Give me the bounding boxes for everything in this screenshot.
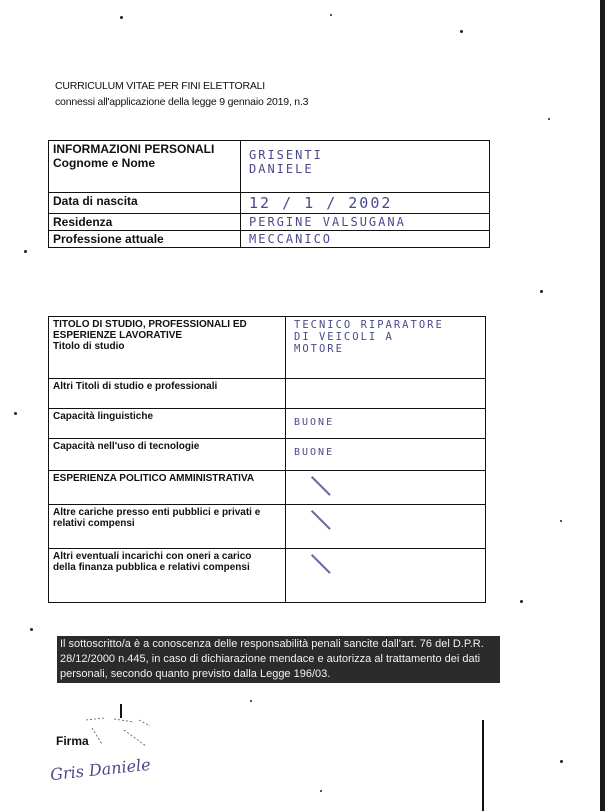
speck bbox=[330, 14, 332, 16]
tech-value: BUONE bbox=[286, 439, 486, 471]
name-label: Cognome e Nome bbox=[53, 156, 156, 170]
birth-date-value: 12 / 1 / 2002 bbox=[241, 193, 490, 214]
header-title: CURRICULUM VITAE PER FINI ELETTORALI bbox=[55, 80, 266, 92]
speck bbox=[560, 520, 562, 522]
header-subtitle: connessi all'applicazione della legge 9 gennaio 2019, n.3 bbox=[55, 96, 309, 108]
personal-info-table bbox=[48, 140, 490, 248]
declaration-text: Il sottoscritto/a è a conoscenza delle responsabilità penali sancite dall'art. 76 del D.P.R. 28/12/2000 n.445, in caso di dichiarazione mendace e autorizza al trattamento dei dati personali, secondo quanto previsto dalla Legge 196/03. bbox=[57, 636, 500, 683]
birth-date-label: Data di nascita bbox=[49, 193, 241, 214]
scan-noise-mark bbox=[84, 716, 154, 750]
speck bbox=[548, 118, 550, 120]
speck bbox=[30, 628, 33, 631]
other-titles-value bbox=[286, 379, 486, 409]
other-assignments-value bbox=[286, 549, 486, 603]
name-value: DANIELE bbox=[249, 162, 314, 176]
tick-mark bbox=[120, 704, 122, 718]
speck bbox=[520, 600, 523, 603]
other-roles-label-2: relativi compensi bbox=[53, 518, 135, 529]
personal-info-title: INFORMAZIONI PERSONALI bbox=[53, 142, 215, 156]
profession-value: MECCANICO bbox=[241, 231, 490, 248]
scan-border bbox=[600, 0, 605, 811]
political-label: ESPERIENZA POLITICO AMMINISTRATIVA bbox=[49, 471, 286, 505]
studies-table bbox=[48, 316, 486, 603]
empty-slash-mark bbox=[311, 510, 330, 529]
name-value-cell bbox=[241, 141, 490, 193]
surname-value: GRISENTI bbox=[249, 148, 323, 162]
empty-slash-mark bbox=[311, 554, 330, 573]
empty-slash-mark bbox=[311, 476, 330, 495]
degree-line-1: TECNICO RIPARATORE bbox=[294, 319, 444, 331]
handwritten-signature: Gris Daniele bbox=[49, 754, 152, 785]
other-roles-cell bbox=[49, 505, 286, 549]
signature-label: Firma bbox=[56, 734, 89, 748]
studies-subtitle: ESPERIENZE LAVORATIVE bbox=[53, 330, 183, 341]
languages-label: Capacità linguistiche bbox=[49, 409, 286, 439]
degree-line-3: MOTORE bbox=[294, 343, 344, 355]
tech-label: Capacità nell'uso di tecnologie bbox=[49, 439, 286, 471]
other-roles-value bbox=[286, 505, 486, 549]
residence-label: Residenza bbox=[49, 214, 241, 231]
degree-label: Titolo di studio bbox=[53, 341, 125, 352]
speck bbox=[14, 412, 17, 415]
studies-header-cell bbox=[49, 317, 286, 379]
degree-value-cell bbox=[286, 317, 486, 379]
speck bbox=[460, 30, 463, 33]
speck bbox=[120, 16, 123, 19]
other-roles-label-1: Altre cariche presso enti pubblici e privati e bbox=[53, 507, 261, 518]
speck bbox=[560, 760, 563, 763]
residence-value: PERGINE VALSUGANA bbox=[241, 214, 490, 231]
other-assignments-label-2: della finanza pubblica e relativi compensi bbox=[53, 562, 250, 573]
other-titles-label: Altri Titoli di studio e professionali bbox=[49, 379, 286, 409]
other-assignments-cell bbox=[49, 549, 286, 603]
speck bbox=[540, 290, 543, 293]
languages-value: BUONE bbox=[286, 409, 486, 439]
profession-label: Professione attuale bbox=[49, 231, 241, 248]
speck bbox=[24, 250, 27, 253]
studies-title: TITOLO DI STUDIO, PROFESSIONALI ED bbox=[53, 319, 247, 330]
degree-line-2: DI VEICOLI A bbox=[294, 331, 394, 343]
speck bbox=[320, 790, 322, 792]
personal-info-header-cell bbox=[49, 141, 241, 193]
other-assignments-label-1: Altri eventuali incarichi con oneri a carico bbox=[53, 551, 252, 562]
political-value bbox=[286, 471, 486, 505]
speck bbox=[250, 700, 252, 702]
margin-line bbox=[482, 720, 484, 811]
